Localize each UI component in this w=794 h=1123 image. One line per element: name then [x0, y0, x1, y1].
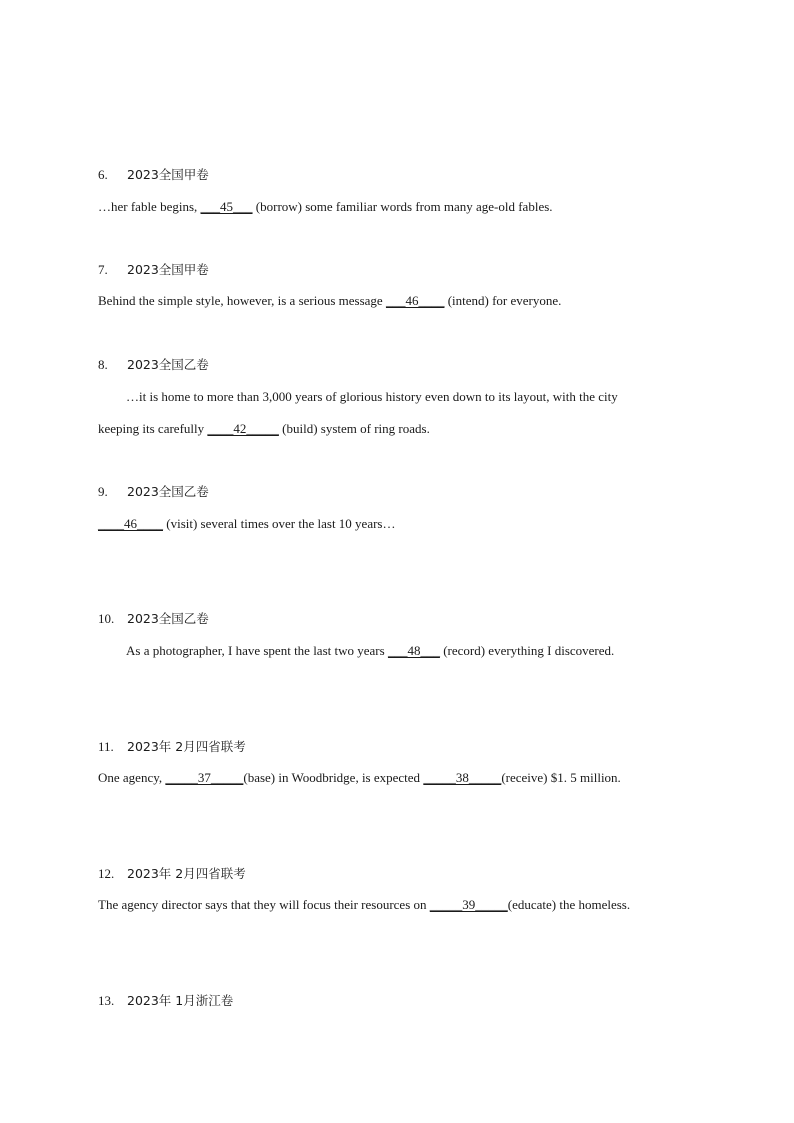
question-text: ____46____ (visit) several times over the last 10 years… [98, 516, 396, 531]
answer-blank: ____42_____ [207, 421, 279, 436]
question-number: 7. [98, 262, 108, 277]
question-header [98, 357, 209, 373]
question-source: 2023全国甲卷 [127, 167, 209, 182]
question-number: 6. [98, 167, 108, 182]
answer-blank: _____39_____ [429, 897, 508, 912]
question-source: 2023全国甲卷 [127, 262, 209, 277]
question-header [98, 611, 209, 627]
question-number: 13. [98, 993, 115, 1008]
question-source: 2023年 2月四省联考 [127, 866, 246, 881]
question-header [98, 993, 233, 1009]
question-text: Behind the simple style, however, is a serious message ___46____ (intend) for everyone. [98, 293, 562, 308]
question-text: As a photographer, I have spent the last two years ___48___ (record) everything I discovered. [126, 643, 615, 658]
question-number: 10. [98, 611, 115, 626]
question-header [98, 262, 209, 278]
question-header [98, 167, 209, 183]
question-text: keeping its carefully ____42_____ (build) system of ring roads. [98, 421, 430, 436]
question-text: The agency director says that they will focus their resources on _____39_____(educate) the homeless. [98, 897, 631, 912]
question-source: 2023全国乙卷 [127, 357, 209, 372]
question-number: 9. [98, 484, 108, 499]
answer-blank: ___45___ [200, 199, 253, 214]
question-source: 2023全国乙卷 [127, 611, 209, 626]
question-number: 11. [98, 739, 114, 754]
question-header [98, 739, 246, 755]
answer-blank: _____37_____ [165, 770, 244, 785]
question-text: …it is home to more than 3,000 years of glorious history even down to its layout, with the city [126, 389, 618, 404]
question-text: One agency, _____37_____(base) in Woodbridge, is expected _____38_____(receive) $1. 5 million. [98, 770, 621, 785]
question-source: 2023全国乙卷 [127, 484, 209, 499]
answer-blank: ___48___ [387, 643, 440, 658]
question-number: 8. [98, 357, 108, 372]
question-source: 2023年 2月四省联考 [127, 739, 246, 754]
question-header [98, 484, 209, 500]
question-header [98, 866, 246, 882]
answer-blank: ____46____ [98, 516, 163, 531]
question-source: 2023年 1月浙江卷 [127, 993, 234, 1008]
question-number: 12. [98, 866, 115, 881]
question-text: …her fable begins, ___45___ (borrow) some familiar words from many age-old fables. [98, 199, 553, 214]
answer-blank: _____38_____ [423, 770, 502, 785]
answer-blank: ___46____ [385, 293, 445, 308]
